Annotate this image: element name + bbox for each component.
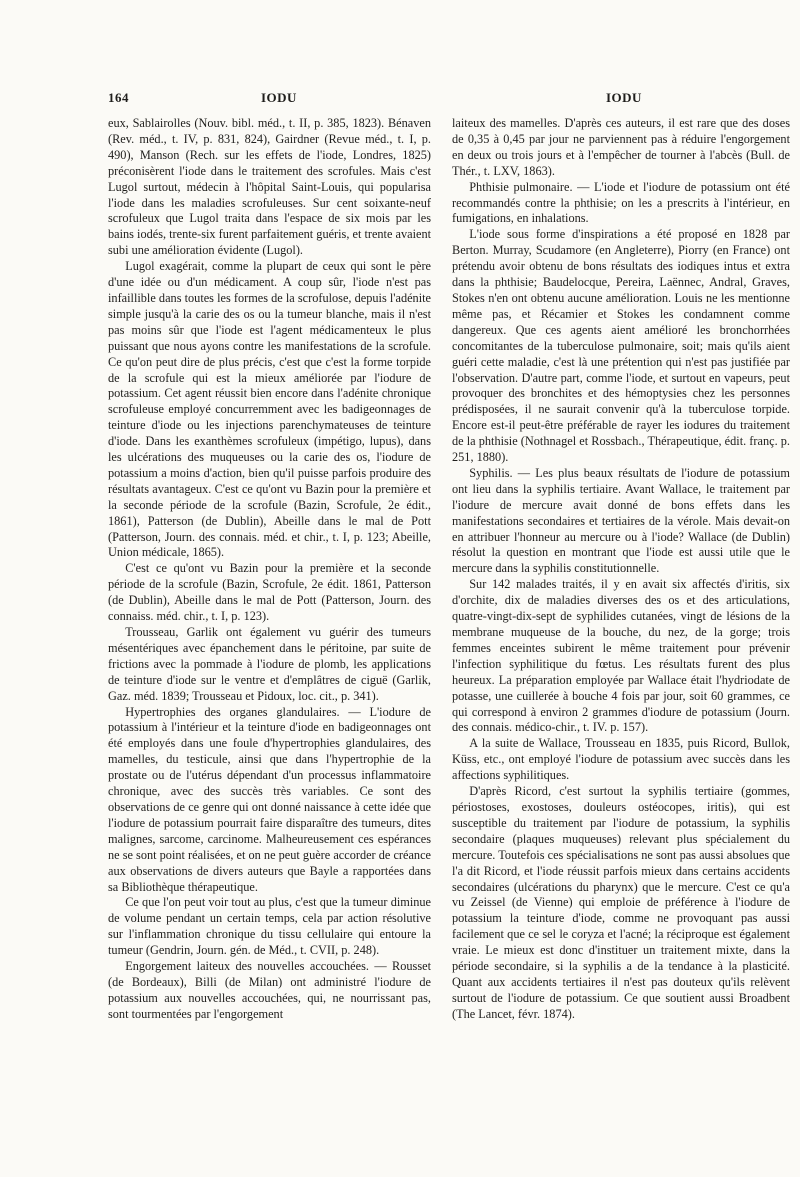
paragraph: L'iode sous forme d'inspirations a été proposé en 1828 par Berton. Murray, Scudamore (en Angleterre), Piorry (en France) ont prétendu avoir obtenu de bons résultats des iodiques intus et extra dans la phthisie; Baudelocque, Pereira, Laënnec, Andral, Graves, Stokes n'en ont obtenu aucune amélioration. Louis ne les mentionne même pas, et Récamier et Stokes les condamnent comme dangereux. Que ces agents aient amélioré les bronchorrhées concomitantes de la tuberculose pulmonaire, soit; mais qu'ils aient guéri cette maladie, c'est là une prétention qui n'est pas justifiée par l'observation. D'autre part, comme l'iode, et surtout en vapeurs, peut provoquer des bronchites et des hémoptysies chez les personnes prédisposées, il ne saurait convenir qu'à la tuberculose torpide. Encore est-il peut-être préférable de rayer les iodures du traitement de la phthisie (Nothnagel et Rossbach., Thérapeutique, édit. franç. p. 251, 1880).	[452, 227, 790, 465]
paragraph: Sur 142 malades traités, il y en avait six affectés d'iritis, six d'orchite, dix de maladies diverses des os et des articulations, quatre-vingt-dix-sept de syphilides cutanées, vingt de lésions de la membrane muqueuse de la bouche, du nez, de la gorge; trois femmes enceintes subirent le même traitement pour prévenir l'infection syphilitique du fœtus. Les résultats furent des plus heureux. La préparation employée par Wallace était l'hydriodate de potasse, une cuillerée à bouche 4 fois par jour, soit 60 grammes, ce qui correspond à environ 2 grammes d'iodure de potassium (Journ. des connais. médico-chir., t. IV. p. 157).	[452, 577, 790, 735]
paragraph: Ce que l'on peut voir tout au plus, c'est que la tumeur diminue de volume pendant un certain temps, cela par action résolutive sur l'inflammation chronique du tissu cellulaire qui entoure la tumeur (Gendrin, Journ. gén. de Méd., t. CVII, p. 248).	[108, 895, 431, 958]
right-column	[452, 116, 790, 1023]
paragraph: C'est ce qu'ont vu Bazin pour la première et la seconde période de la scrofule (Bazin, Scrofule, 2e édit. 1861, Patterson (de Dublin), Abeille dans le mal de Pott (Patterson, Journ. des connaiss. méd. chir., t. I, p. 123).	[108, 561, 431, 624]
paragraph: Phthisie pulmonaire. — L'iode et l'iodure de potassium ont été recommandés contre la phthisie; on les a prescrits à l'intérieur, en fumigations, en inhalations.	[452, 179, 790, 226]
running-title-left: IODU	[261, 90, 297, 105]
paragraph: D'après Ricord, c'est surtout la syphilis tertiaire (gommes, périostoses, exostoses, douleurs ostéocopes, iritis), qui est susceptible du traitement par l'iodure de potassium, la syphilis secondaire (plaques muqueuses) relevant plus spécialement du mercure. Toutefois ces spécialisations ne sont pas aussi absolues que l'a dit Ricord, et l'iode réussit parfois mieux dans certains accidents secondaires (ulcérations du pharynx) que le mercure. C'est ce qu'a vu Zeissel (de Vienne) qui emploie de préférence à l'iodure de potassium la teinture d'iode, comme ne provoquant pas aussi facilement que ce sel le coryza et l'acné; la réciproque est également vraie. Le mieux est donc d'instituer un traitement mixte, dans la période secondaire, si la syphilis a de la tendance à la plasticité. Quant aux accidents tertiaires il n'est pas douteux qu'ils relèvent surtout de l'iodure de potassium. Ce que soutient aussi Broadbent (The Lancet, févr. 1874).	[452, 784, 790, 1021]
paragraph: Syphilis. — Les plus beaux résultats de l'iodure de potassium ont lieu dans la syphilis tertiaire. Avant Wallace, le traitement par l'iodure de mercure avait donné de bons effets dans les manifestations secondaires et tertiaires de la vérole. Mais devait-on en attribuer l'honneur au mercure ou à l'iode? Wallace (de Dublin) résolut la question en montrant que l'iode est aussi utile que le mercure dans la syphilis constitutionnelle.	[452, 465, 790, 576]
paragraph: A la suite de Wallace, Trousseau en 1835, puis Ricord, Bullok, Küss, etc., ont employé l'iodure de potassium avec succès dans les affections syphilitiques.	[452, 736, 790, 783]
paragraph: eux, Sablairolles (Nouv. bibl. méd., t. II, p. 385, 1823). Bénaven (Rev. méd., t. IV, p. 831, 824), Gairdner (Revue méd., t. I, p. 490), Manson (Rech. sur les effets de l'iode, Londres, 1825) préconisèrent l'iode dans le traitement des scrofules. Mais c'est Lugol surtout, médecin à l'hôpital Saint-Louis, qui popularisa l'iode dans les maladies scrofuleuses. Sur cent soixante-neuf scrofuleux que Lugol traita dans l'espace de six mois par les bains iodés, trente-six furent parfaitement guéris, et trente avaient subi une amélioration évidente (Lugol).	[108, 116, 432, 258]
paragraph: Lugol exagérait, comme la plupart de ceux qui sont le père d'une idée ou d'un médicament. A coup sûr, l'iode n'est pas infaillible dans toutes les formes de la scrofulose, depuis l'adénite simple jusqu'à la carie des os ou la tumeur blanche, mais il n'est pas moins sûr que l'iode est l'agent médicamenteux le plus puissant que nous ayons contre les manifestations de la scrofule. Ce qu'on peut dire de plus précis, c'est que c'est la forme torpide de la scrofule qui est la mieux améliorée par l'iodure de potassium. Cet agent réussit bien encore dans l'adénite chronique scrofuleuse employé concurremment avec les badigeonnages de teinture d'iode ou les injections parenchymateuses de teinture d'iode. Dans les exanthèmes scrofuleux (impétigo, lupus), dans les ulcérations des muqueuses ou la carie des os, l'iodure de potassium a moins d'action, bien qu'il puisse parfois produire des résultats avantageux. C'est ce qu'ont vu Bazin pour la première et la seconde période de la scrofule (Bazin, Scrofule, 2e édit., 1861), Patterson (de Dublin), Abeille dans le mal de Pott (Patterson, Journ. des connais. méd. et chir., t. I, p. 123; Abeille, Union médicale, 1865).	[108, 259, 431, 560]
paragraph: Trousseau, Garlik ont également vu guérir des tumeurs mésentériques avec épanchement dans le péritoine, par suite de frictions avec la pommade à l'iodure de plomb, les applications de teinture d'iode sur le ventre et d'emplâtres de ciguë (Garlik, Gaz. méd. 1839; Trousseau et Pidoux, loc. cit., p. 341).	[108, 625, 431, 703]
paragraph: Hypertrophies des organes glandulaires. — L'iodure de potassium à l'intérieur et la teinture d'iode en badigeonnages ont été employés dans une foule d'hypertrophies glandulaires, des mamelles, du testicule, ainsi que dans l'hypertrophie de la prostate ou de l'utérus dépendant d'un processus inflammatoire chronique, avec des succès très variables. Ce sont des observations de ce genre qui ont donné naissance à cette idée que l'iodure de potassium pourrait faire disparaître des tumeurs, dites malignes, sarcome, carcinome. Malheureusement ces espérances ne se sont point réalisées, et on ne peut guère accorder de créance aux observations de divers auteurs que Bayle a rapportées dans sa Bibliothèque thérapeutique.	[108, 704, 431, 894]
paragraph: laiteux des mamelles. D'après ces auteurs, il est rare que des doses de 0,35 à 0,45 par jour ne parviennent pas à réduire l'engorgement en deux ou trois jours et à l'empêcher de tourner à l'abcès (Bull. de Thér., t. LXV, 1863).	[452, 116, 790, 178]
running-title-right: IODU	[606, 90, 642, 105]
left-column	[108, 116, 431, 1023]
paragraph: Engorgement laiteux des nouvelles accouchées. — Rousset (de Bordeaux), Billi (de Milan) ont administré l'iodure de potassium aux nouvelles accouchées, qui, ne nourrissant pas, sont tourmentées par l'engorgement	[108, 959, 431, 1021]
running-head	[108, 90, 792, 110]
page-number: 164	[108, 90, 129, 105]
